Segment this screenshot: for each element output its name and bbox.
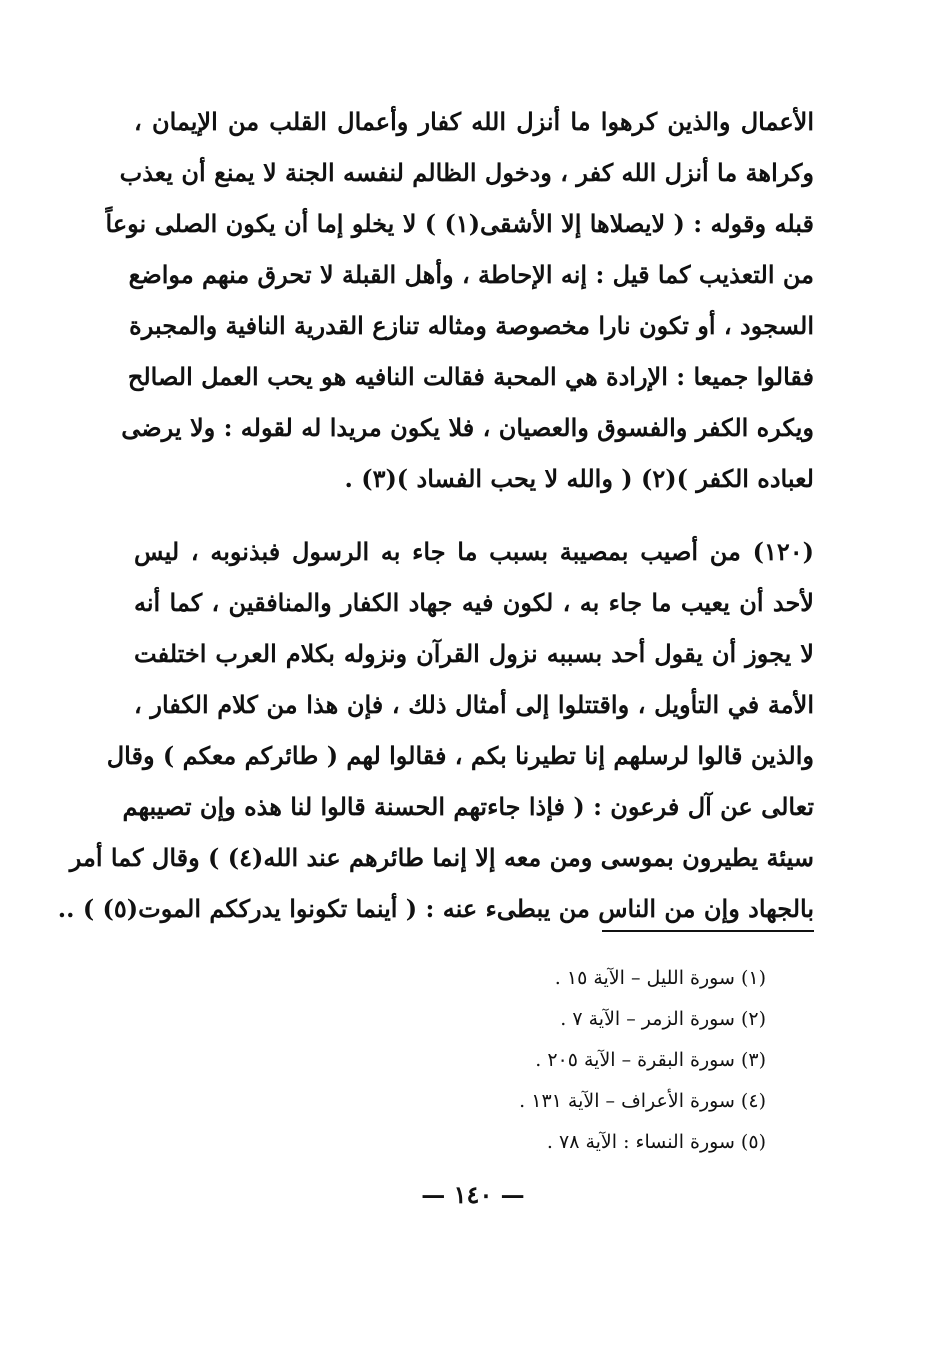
text-line: الأعمال والذين كرهوا ما أنزل الله كفار وأعمال القلب من الإيمان ، <box>134 107 814 136</box>
main-text <box>57 96 814 934</box>
text-line: وكراهة ما أنزل الله كفر ، ودخول الظالم لنفسه الجنة لا يمنع أن يعذب <box>119 158 814 187</box>
text-line: فقالوا جميعا : الإرادة هي المحبة فقالت النافيه هو يحب العمل الصالح <box>127 362 814 391</box>
text-line: قبله وقوله : ( لايصلاها إلا الأشقى(١) ) لا يخلو إما أن يكون الصلى نوعاً <box>105 209 814 238</box>
text-line: من التعذيب كما قيل : إنه الإحاطة ، وأهل القبلة لا تحرق منهم مواضع <box>128 260 814 289</box>
paragraph-2 <box>57 526 814 934</box>
text-line: بالجهاد وإن من الناس من يبطىء عنه : ( أينما تكونوا يدرككم الموت(٥) ) .. <box>57 894 814 923</box>
footnote-separator <box>602 930 814 932</box>
text-line: لعباده الكفر )(٢) ( والله لا يحب الفساد )(٣) . <box>344 464 814 493</box>
footnotes <box>366 960 766 1165</box>
text-line: لأحد أن يعيب ما جاء به ، لكون فيه جهاد الكفار والمنافقين ، كما أنه <box>134 588 814 617</box>
paragraph-spacer <box>134 504 814 526</box>
text-line: لا يجوز أن يقول أحد بسببه نزول القرآن ونزوله بكلام العرب اختلفت <box>134 639 814 668</box>
paragraph-1 <box>105 96 814 504</box>
text-line: (١٢٠) من أصيب بمصيبة بسبب ما جاء به الرسول فبذنوبه ، ليس <box>134 537 814 566</box>
footnote-item: (٤) سورة الأعراف – الآية ١٣١ . <box>519 1090 766 1112</box>
text-line: والذين قالوا لرسلهم إنا تطيرنا بكم ، فقالوا لهم ( طائركم معكم ) وقال <box>106 741 814 770</box>
footnote-item: (١) سورة الليل – الآية ١٥ . <box>554 967 766 989</box>
text-line: الأمة في التأويل ، واقتتلوا إلى أمثال ذلك ، فإن هذا من كلام الكفار ، <box>134 690 814 719</box>
text-line: ويكره الكفر والفسوق والعصيان ، فلا يكون مريدا له لقوله : ولا يرضى <box>121 413 814 442</box>
text-line: السجود ، أو تكون نارا مخصوصة ومثاله تنازع القدرية النافية والمجبرة <box>129 311 814 340</box>
text-line: سيئة يطيرون بموسى ومن معه إلا إنما طائرهم عند الله(٤) ) وقال كما أمر <box>69 843 814 872</box>
text-line: تعالى عن آل فرعون : ( فإذا جاءتهم الحسنة قالوا لنا هذه وإن تصيبهم <box>122 792 814 821</box>
footnote-item: (٥) سورة النساء : الآية ٧٨ . <box>546 1131 766 1153</box>
page-number: — ١٤٠ — <box>421 1180 525 1209</box>
footnote-item: (٢) سورة الزمر – الآية ٧ . <box>560 1008 766 1030</box>
footnote-item: (٣) سورة البقرة – الآية ٢٠٥ . <box>535 1049 766 1071</box>
